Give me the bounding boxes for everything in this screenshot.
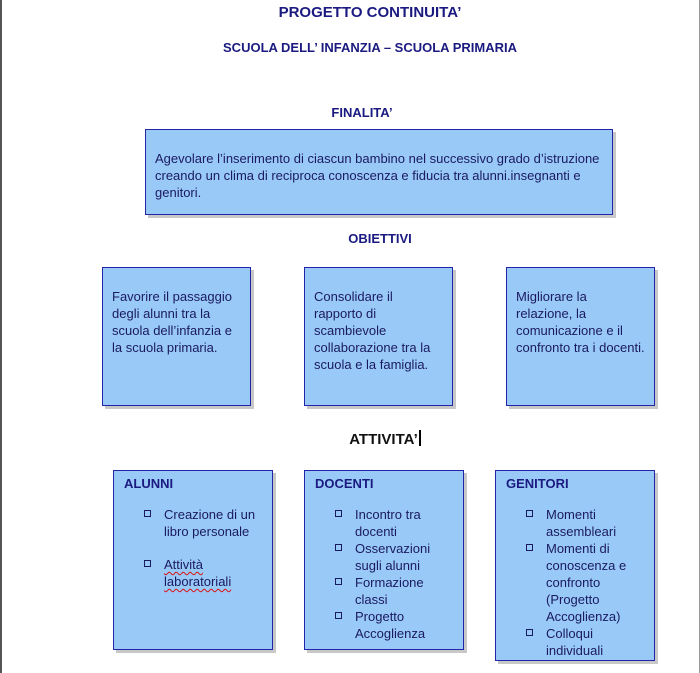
list-item-text: Momenti di conoscenza e confronto (Progetto Accoglienza) [546, 541, 627, 624]
text-cursor [419, 430, 421, 446]
square-bullet-icon [335, 544, 342, 551]
obiettivo-box [102, 267, 251, 406]
finalita-text: Agevolare l’inserimento di ciascun bambino nel successivo grado d’istruzione creando un clima di reciproca conoscenza e fiducia tra alunni.insegnanti e genitori. [155, 151, 600, 200]
square-bullet-icon [526, 510, 533, 517]
list-item-text: Momenti assembleari [546, 507, 617, 539]
obiettivo-box [506, 267, 655, 406]
list-item-text: Progetto Accoglienza [355, 609, 426, 641]
list-item-text: Attività laboratoriali [164, 557, 232, 589]
activity-group-title: ALUNNI [124, 476, 174, 491]
attivita-heading[interactable] [320, 430, 450, 448]
activity-list [313, 506, 455, 642]
page-left-border [0, 0, 2, 673]
activity-list [122, 506, 264, 590]
document-subtitle: SCUOLA DELL’ INFANZIA – SCUOLA PRIMARIA [223, 40, 517, 55]
list-item [526, 540, 646, 625]
activity-box-docenti [304, 470, 464, 650]
finalita-heading: FINALITA’ [331, 105, 393, 120]
obiettivo-text: Consolidare il rapporto di scambievole collaborazione tra la scuola e la famiglia. [314, 289, 431, 372]
square-bullet-icon [335, 510, 342, 517]
list-item [526, 506, 646, 540]
activity-group-title: GENITORI [506, 476, 569, 491]
list-item-text: Formazione classi [355, 575, 424, 607]
list-item-text: Osservazioni sugli alunni [355, 541, 431, 573]
list-item-text: Colloqui individuali [546, 626, 604, 658]
obiettivo-text: Favorire il passaggio degli alunni tra la scuola dell’infanzia e la scuola primaria. [112, 289, 232, 355]
obiettivo-box [304, 267, 453, 406]
list-item [144, 556, 264, 590]
square-bullet-icon [335, 578, 342, 585]
square-bullet-icon [526, 544, 533, 551]
finalita-box [145, 129, 613, 215]
list-item-text: Incontro tra docenti [355, 507, 421, 539]
square-bullet-icon [144, 560, 151, 567]
list-item-text: Creazione di un libro personale [164, 507, 256, 539]
list-item [335, 540, 455, 574]
obiettivo-text: Migliorare la relazione, la comunicazione e il confronto tra i docenti. [516, 289, 645, 355]
list-item [335, 574, 455, 608]
list-item [144, 506, 264, 540]
obiettivi-heading: OBIETTIVI [348, 231, 412, 246]
square-bullet-icon [144, 510, 151, 517]
activity-list [504, 506, 646, 659]
square-bullet-icon [335, 612, 342, 619]
document-title: PROGETTO CONTINUITA’ [278, 4, 462, 21]
activity-box-alunni [113, 470, 273, 650]
list-item [335, 506, 455, 540]
attivita-heading-text: ATTIVITA’ [349, 431, 418, 448]
list-item [526, 625, 646, 659]
activity-group-title: DOCENTI [315, 476, 374, 491]
activity-box-genitori [495, 470, 655, 661]
list-item [335, 608, 455, 642]
square-bullet-icon [526, 629, 533, 636]
